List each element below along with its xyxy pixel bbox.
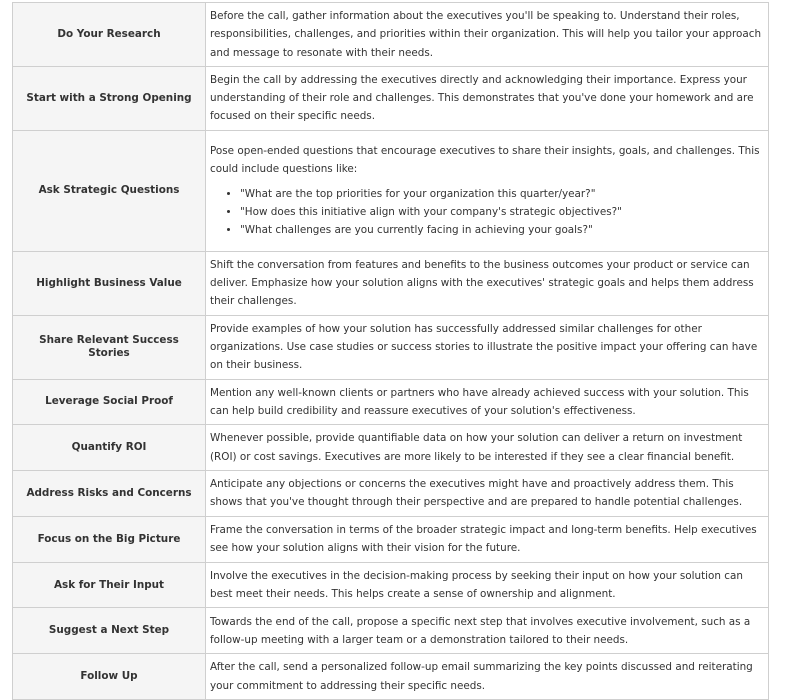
table-row (13, 130, 769, 251)
row-description: Involve the executives in the decision-making process by seeking their input on how your solution can best meet their needs. This helps create a sense of ownership and alignment. (206, 562, 769, 608)
row-title: Suggest a Next Step (13, 608, 206, 654)
table-row (13, 251, 769, 315)
table-row (13, 3, 769, 67)
row-description: Before the call, gather information about the executives you'll be speaking to. Understand their roles, responsibilities, challenges, and priorities within their organization. This will help you tailor your approach and message to resonate with their needs. (206, 3, 769, 67)
tips-table (12, 2, 769, 700)
row-title: Ask Strategic Questions (13, 130, 206, 251)
table-row (13, 315, 769, 379)
row-description: Whenever possible, provide quantifiable data on how your solution can deliver a return on investment (ROI) or cost savings. Executives are more likely to be interested if they see a clear financial benefit. (206, 425, 769, 471)
row-title: Address Risks and Concerns (13, 471, 206, 517)
tips-table-container (12, 2, 768, 700)
table-row (13, 608, 769, 654)
row-description: Mention any well-known clients or partners who have already achieved success with your solution. This can help build credibility and reassure executives of your solution's effectiveness. (206, 379, 769, 425)
table-row (13, 425, 769, 471)
list-item: • "What are the top priorities for your organization this quarter/year?" (240, 185, 763, 203)
row-description: Anticipate any objections or concerns the executives might have and proactively address them. This shows that you've thought through their perspective and are prepared to handle potential challenges. (206, 471, 769, 517)
table-row (13, 66, 769, 130)
table-row (13, 516, 769, 562)
row-description: Towards the end of the call, propose a specific next step that involves executive involvement, such as a follow-up meeting with a larger team or a demonstration tailored to their needs. (206, 608, 769, 654)
table-row (13, 562, 769, 608)
row-title: Quantify ROI (13, 425, 206, 471)
row-description: Provide examples of how your solution has successfully addressed similar challenges for other organizations. Use case studies or success stories to illustrate the positive impact your offering can have on their business. (206, 315, 769, 379)
row-title: Start with a Strong Opening (13, 66, 206, 130)
table-row (13, 379, 769, 425)
row-title: Focus on the Big Picture (13, 516, 206, 562)
table-row (13, 654, 769, 700)
list-item: • "What challenges are you currently facing in achieving your goals?" (240, 221, 763, 239)
row-description-text: Pose open-ended questions that encourage executives to share their insights, goals, and challenges. This could include questions like: (210, 145, 760, 176)
row-description (206, 130, 769, 251)
row-title: Do Your Research (13, 3, 206, 67)
example-questions-list (210, 185, 763, 240)
row-description: Shift the conversation from features and benefits to the business outcomes your product or service can deliver. Emphasize how your solution aligns with the executives' strategic goals and helps them address their challenges. (206, 251, 769, 315)
row-title: Ask for Their Input (13, 562, 206, 608)
row-title: Highlight Business Value (13, 251, 206, 315)
row-title: Follow Up (13, 654, 206, 700)
row-title: Leverage Social Proof (13, 379, 206, 425)
row-description: After the call, send a personalized follow-up email summarizing the key points discussed and reiterating your commitment to addressing their specific needs. (206, 654, 769, 700)
table-row (13, 471, 769, 517)
row-description: Begin the call by addressing the executives directly and acknowledging their importance. Express your understanding of their role and challenges. This demonstrates that you've done your homework and are focused on their specific needs. (206, 66, 769, 130)
row-description: Frame the conversation in terms of the broader strategic impact and long-term benefits. Help executives see how your solution aligns with their vision for the future. (206, 516, 769, 562)
list-item: • "How does this initiative align with your company's strategic objectives?" (240, 203, 763, 221)
row-title: Share Relevant Success Stories (13, 315, 206, 379)
